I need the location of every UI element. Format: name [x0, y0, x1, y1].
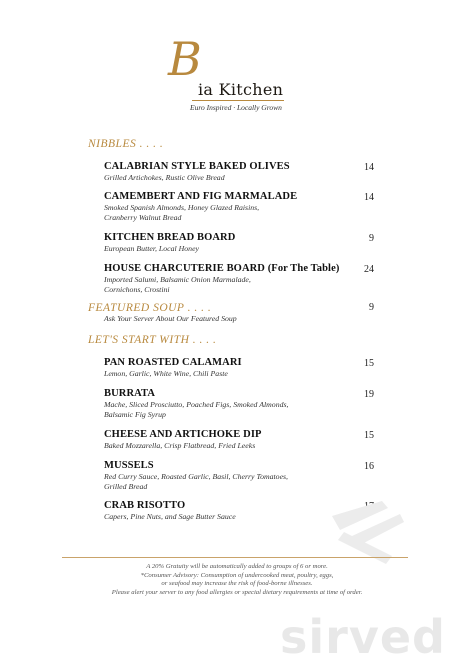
menu-item-bread-board — [104, 232, 374, 253]
allergy-note: Please alert your server to any food allergies or special dietary requirements at time of order. — [111, 588, 363, 596]
item-desc: Lemon, Garlic, White Wine, Chili Paste — [104, 369, 228, 378]
item-desc: Red Curry Sauce, Roasted Garlic, Basil, Cherry Tomatoes, — [104, 472, 289, 481]
item-desc: Grilled Artichokes, Rustic Olive Bread — [104, 173, 225, 182]
item-desc: Balsamic Fig Syrup — [104, 410, 166, 419]
section-featured-soup: FEATURED SOUP . . . . — [88, 302, 212, 314]
item-name: MUSSELS — [104, 460, 154, 471]
item-desc: Baked Mozzarella, Crisp Flatbread, Fried Leeks — [104, 441, 256, 450]
item-desc: Imported Salumi, Balsamic Onion Marmalade, — [104, 275, 251, 284]
item-price: 14 — [364, 192, 374, 203]
item-price: 24 — [364, 264, 374, 275]
menu-item-burrata — [104, 388, 374, 419]
item-name: CHEESE AND ARTICHOKE DIP — [104, 429, 262, 440]
item-desc: Cornichons, Crostini — [104, 285, 170, 294]
item-price: 15 — [364, 358, 374, 369]
item-name: KITCHEN BREAD BOARD — [104, 232, 236, 243]
logo-name: ia Kitchen — [198, 80, 284, 99]
sirved-watermark: sirved — [280, 610, 446, 664]
consumer-advisory: *Consumer Advisory: Consumption of undercooked meat, poultry, eggs, — [140, 571, 334, 579]
footer-notes — [0, 563, 474, 597]
item-price: 15 — [364, 430, 374, 441]
gratuity-note: A 20% Gratuity will be automatically added to groups of 6 or more. — [146, 563, 328, 570]
item-name: HOUSE CHARCUTERIE BOARD (For The Table) — [104, 263, 340, 274]
menu-item-camembert — [104, 191, 374, 222]
item-name: BURRATA — [104, 388, 156, 399]
item-desc: Grilled Bread — [104, 482, 148, 491]
featured-soup-desc: Ask Your Server About Our Featured Soup — [104, 314, 237, 323]
section-lets-start: LET'S START WITH . . . . — [88, 334, 217, 346]
footer-divider — [62, 557, 408, 558]
logo-letter: B — [168, 32, 202, 86]
menu-item-mussels — [104, 460, 374, 491]
item-price: 19 — [364, 389, 374, 400]
item-name: CAMEMBERT AND FIG MARMALADE — [104, 191, 298, 202]
item-desc: Smoked Spanish Almonds, Honey Glazed Raisins, — [104, 203, 260, 212]
section-nibbles: NIBBLES . . . . — [88, 138, 164, 150]
item-price: 14 — [364, 162, 374, 173]
menu-item-charcuterie — [104, 263, 374, 294]
item-desc: Mache, Sliced Prosciutto, Poached Figs, Smoked Almonds, — [104, 400, 289, 409]
logo-underline — [192, 100, 284, 101]
menu-item-calamari — [104, 357, 374, 378]
item-price: 16 — [364, 461, 374, 472]
logo-tagline: Euro Inspired · Locally Grown — [190, 103, 282, 112]
item-price: 9 — [369, 302, 374, 313]
item-name: CALABRIAN STYLE BAKED OLIVES — [104, 161, 290, 172]
consumer-advisory-cont: or seafood may increase the risk of food-borne illnesses. — [161, 580, 313, 587]
item-desc: Capers, Pine Nuts, and Sage Butter Sauce — [104, 512, 236, 521]
item-desc: Cranberry Walnut Bread — [104, 213, 182, 222]
item-name: PAN ROASTED CALAMARI — [104, 357, 242, 368]
item-name: CRAB RISOTTO — [104, 500, 186, 511]
menu-item-olives — [104, 161, 374, 182]
item-desc: European Butter, Local Honey — [104, 244, 199, 253]
menu-item-artichoke-dip — [104, 429, 374, 450]
item-price: 9 — [369, 233, 374, 244]
